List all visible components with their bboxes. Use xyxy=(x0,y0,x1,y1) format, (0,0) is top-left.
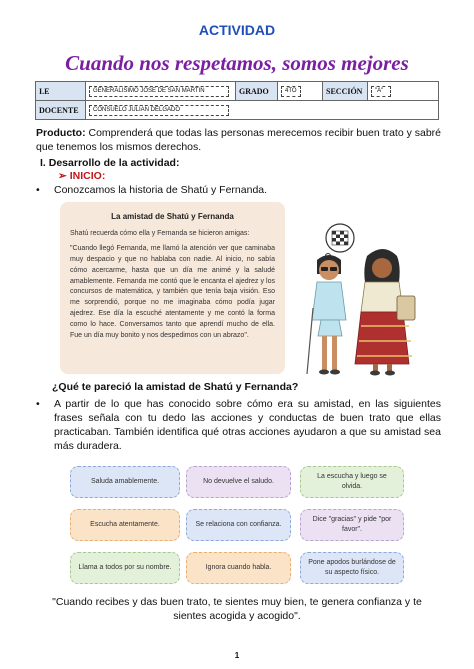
chip-no-devuelve-saludo[interactable]: No devuelve el saludo. xyxy=(186,466,291,498)
grado-cell xyxy=(278,82,323,101)
instruction-paragraph xyxy=(36,397,441,453)
info-row-1 xyxy=(36,82,439,101)
info-table xyxy=(35,81,439,120)
story-box xyxy=(60,202,285,374)
story-intro: Shatú recuerda cómo ella y Fernanda se hicieron amigas: xyxy=(70,229,250,237)
story-title: La amistad de Shatú y Fernanda xyxy=(111,212,234,221)
friends-illustration xyxy=(295,216,440,381)
intro-line: Conozcamos la historia de Shatú y Fernanda. xyxy=(54,184,268,196)
chip-dice-gracias-por-favor[interactable]: Dice "gracias" y pide "por favor". xyxy=(300,509,404,541)
ie-cell xyxy=(86,82,236,101)
question-heading: ¿Qué te pareció la amistad de Shatú y Fernanda? xyxy=(52,381,299,393)
seccion-label: SECCIÓN xyxy=(323,82,368,101)
docente-label: DOCENTE xyxy=(36,101,86,120)
info-row-2 xyxy=(36,101,439,120)
ie-label: I.E xyxy=(36,82,86,101)
chip-escucha-atentamente[interactable]: Escucha atentamente. xyxy=(70,509,180,541)
chip-saluda-amablemente[interactable]: Saluda amablemente. xyxy=(70,466,180,498)
docente-cell xyxy=(86,101,439,120)
chip-ignora-cuando-habla[interactable]: Ignora cuando habla. xyxy=(186,552,291,584)
ie-field[interactable]: GENERALISIMO JOSE DE SAN MARTIN xyxy=(89,86,229,97)
intro-bullet xyxy=(36,183,267,197)
docente-field[interactable]: CONSUELO JULIAN DELGADO xyxy=(89,105,229,116)
chip-llama-por-su-nombre[interactable]: Llama a todos por su nombre. xyxy=(70,552,180,584)
closing-quote: "Cuando recibes y das buen trato, te sientes muy bien, te genera confianza y te sientes acogida y acogido". xyxy=(52,596,422,622)
girl-with-bag xyxy=(355,249,415,376)
producto-label: Producto: xyxy=(36,127,86,139)
instruction-text: A partir de lo que has conocido sobre cómo era su amistad, en las siguientes frases señala con tu dedo las acciones y conductas de buen trato que ellas practicaban. También identifica qué otras acciones ayudaron a que su amistad sea más duradera. xyxy=(54,398,441,452)
grado-label: GRADO xyxy=(236,82,278,101)
seccion-field[interactable]: "A" xyxy=(371,86,391,97)
chip-pone-apodos[interactable]: Pone apodos burlándose de su aspecto físico. xyxy=(300,552,404,584)
page-title: Cuando nos respetamos, somos mejores xyxy=(65,51,409,75)
bullet-icon: • xyxy=(36,184,40,196)
producto-text: Comprenderá que todas las personas merecemos recibir buen trato y sabré que tenemos los mismos derechos. xyxy=(36,127,442,153)
producto-paragraph xyxy=(36,126,441,154)
chip-escucha-y-olvida[interactable]: La escucha y luego se olvida. xyxy=(300,466,404,498)
bullet-icon: • xyxy=(36,398,40,410)
inicio-label: INICIO: xyxy=(69,170,106,182)
chip-se-relaciona-con-confianza[interactable]: Se relaciona con confianza. xyxy=(186,509,291,541)
grado-field[interactable]: 4TO xyxy=(281,86,301,97)
page-number: 1 xyxy=(234,651,240,660)
arrow-marker-icon: ➢ xyxy=(58,170,67,182)
activity-label: ACTIVIDAD xyxy=(198,22,276,38)
section-heading: I. Desarrollo de la actividad: xyxy=(40,157,180,169)
story-body: "Cuando llegó Fernanda, me llamó la atención ver que caminaba muy despacio y que no hablaba con nadie. Al inicio, no sabía cómo acercarme, hasta que un día me animé y la saludé amablemente. Fernanda me contó que le encanta el ajedrez y los concursos de matemática, y también que tenía baja visión. Eso me sorprendió, porque no me imaginaba cómo podía jugar ajedrez. Ese día la escuché atentamente y me contó la forma como lo hace. Conversamos tanto que aprendí mucho de ella. Fue un día muy bonito y nos despedimos con un abrazo". xyxy=(70,244,275,340)
inicio-heading xyxy=(58,170,105,182)
seccion-cell xyxy=(368,82,439,101)
girl-with-glasses xyxy=(307,255,346,375)
